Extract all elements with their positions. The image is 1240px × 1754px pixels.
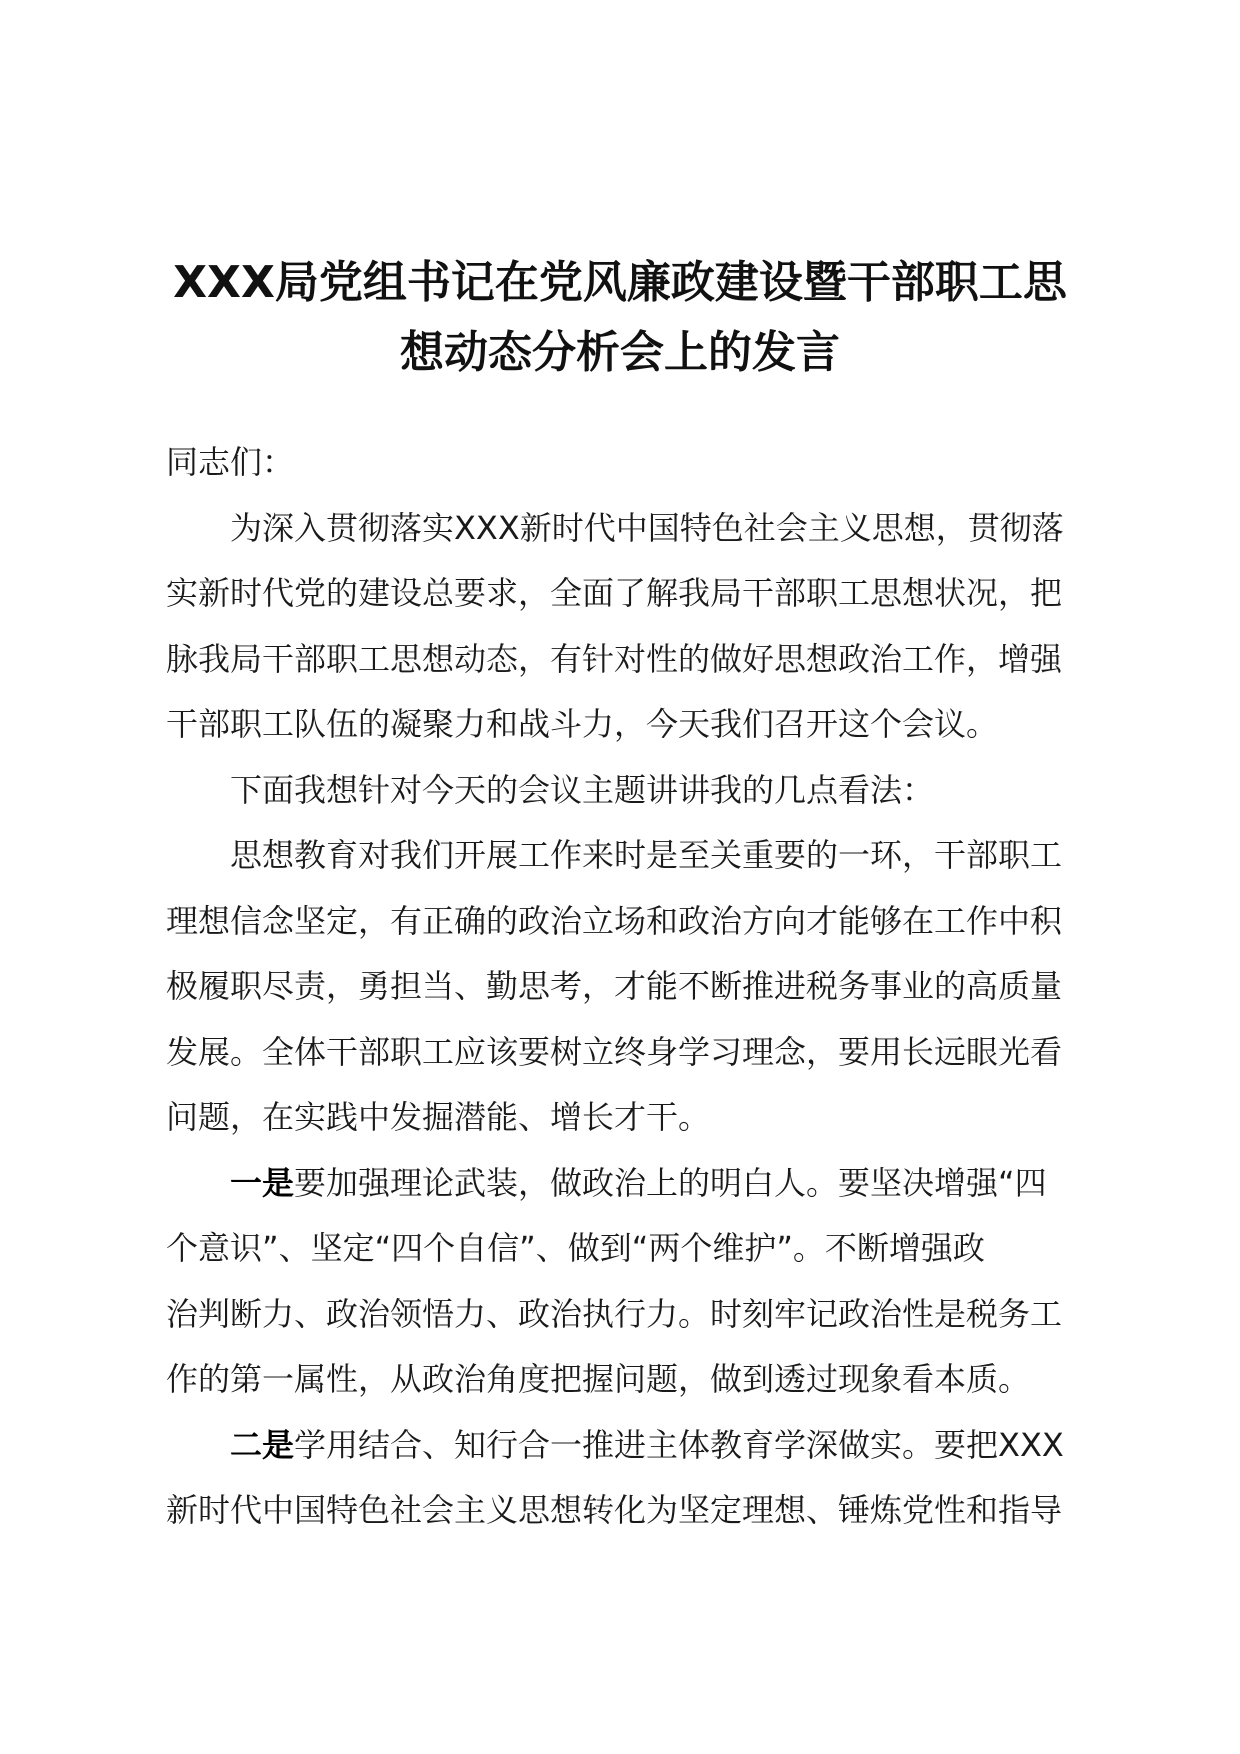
paragraph-transition [166, 758, 1096, 824]
paragraph-education [166, 823, 1096, 1151]
paragraph-line [166, 1151, 1096, 1217]
point-one-text: 要加强理论武装，做政治上的明白人。要坚决增强“四 [294, 1163, 1047, 1202]
document-body [166, 430, 1096, 1544]
salutation: 同志们： [166, 443, 295, 481]
paragraph-line: 理想信念坚定，有正确的政治立场和政治方向才能够在工作中积 [166, 901, 1063, 940]
paragraph-line [166, 1413, 1096, 1479]
paragraph-line: 治判断力、政治领悟力、政治执行力。时刻牢记政治性是税务工 [166, 1294, 1063, 1333]
paragraph-line: 思想教育对我们开展工作来时是至关重要的一环，干部职工 [230, 836, 1063, 874]
point-one-lead: 一是 [230, 1163, 295, 1202]
paragraph-line: 为深入贯彻落实XXX新时代中国特色社会主义思想，贯彻落 [230, 508, 1064, 547]
point-two-text: 学用结合、知行合一推进主体教育学深做实。要把XXX [294, 1425, 1064, 1464]
paragraph-line: 发展。全体干部职工应该要树立终身学习理念，要用长远眼光看 [166, 1032, 1063, 1071]
paragraph-line: 问题，在实践中发掘潜能、增长才干。 [166, 1098, 711, 1136]
paragraph-line: 下面我想针对今天的会议主题讲讲我的几点看法： [230, 770, 935, 809]
paragraph-line: 极履职尽责，勇担当、勤思考，才能不断推进税务事业的高质量 [166, 967, 1063, 1005]
paragraph-line: 干部职工队伍的凝聚力和战斗力，今天我们召开这个会议。 [166, 705, 999, 743]
paragraph-line: 个意识”、坚定“四个自信”、做到“两个维护”。不断增强政 [166, 1229, 985, 1267]
paragraph-intro [166, 496, 1096, 758]
point-two [166, 1413, 1096, 1544]
paragraph-line: 作的第一属性，从政治角度把握问题，做到透过现象看本质。 [166, 1360, 1031, 1398]
point-one [166, 1151, 1096, 1413]
paragraph-line: 实新时代党的建设总要求，全面了解我局干部职工思想状况，把 [166, 574, 1063, 612]
title-line-2: 想动态分析会上的发言 [400, 327, 840, 378]
paragraph-line: 脉我局干部职工思想动态，有针对性的做好思想政治工作，增强 [166, 639, 1063, 678]
document-title [150, 248, 1090, 388]
paragraph-line: 新时代中国特色社会主义思想转化为坚定理想、锤炼党性和指导 [166, 1491, 1063, 1529]
title-line-1: XXX局党组书记在党风廉政建设暨干部职工思 [173, 257, 1067, 308]
point-two-lead: 二是 [230, 1425, 295, 1464]
